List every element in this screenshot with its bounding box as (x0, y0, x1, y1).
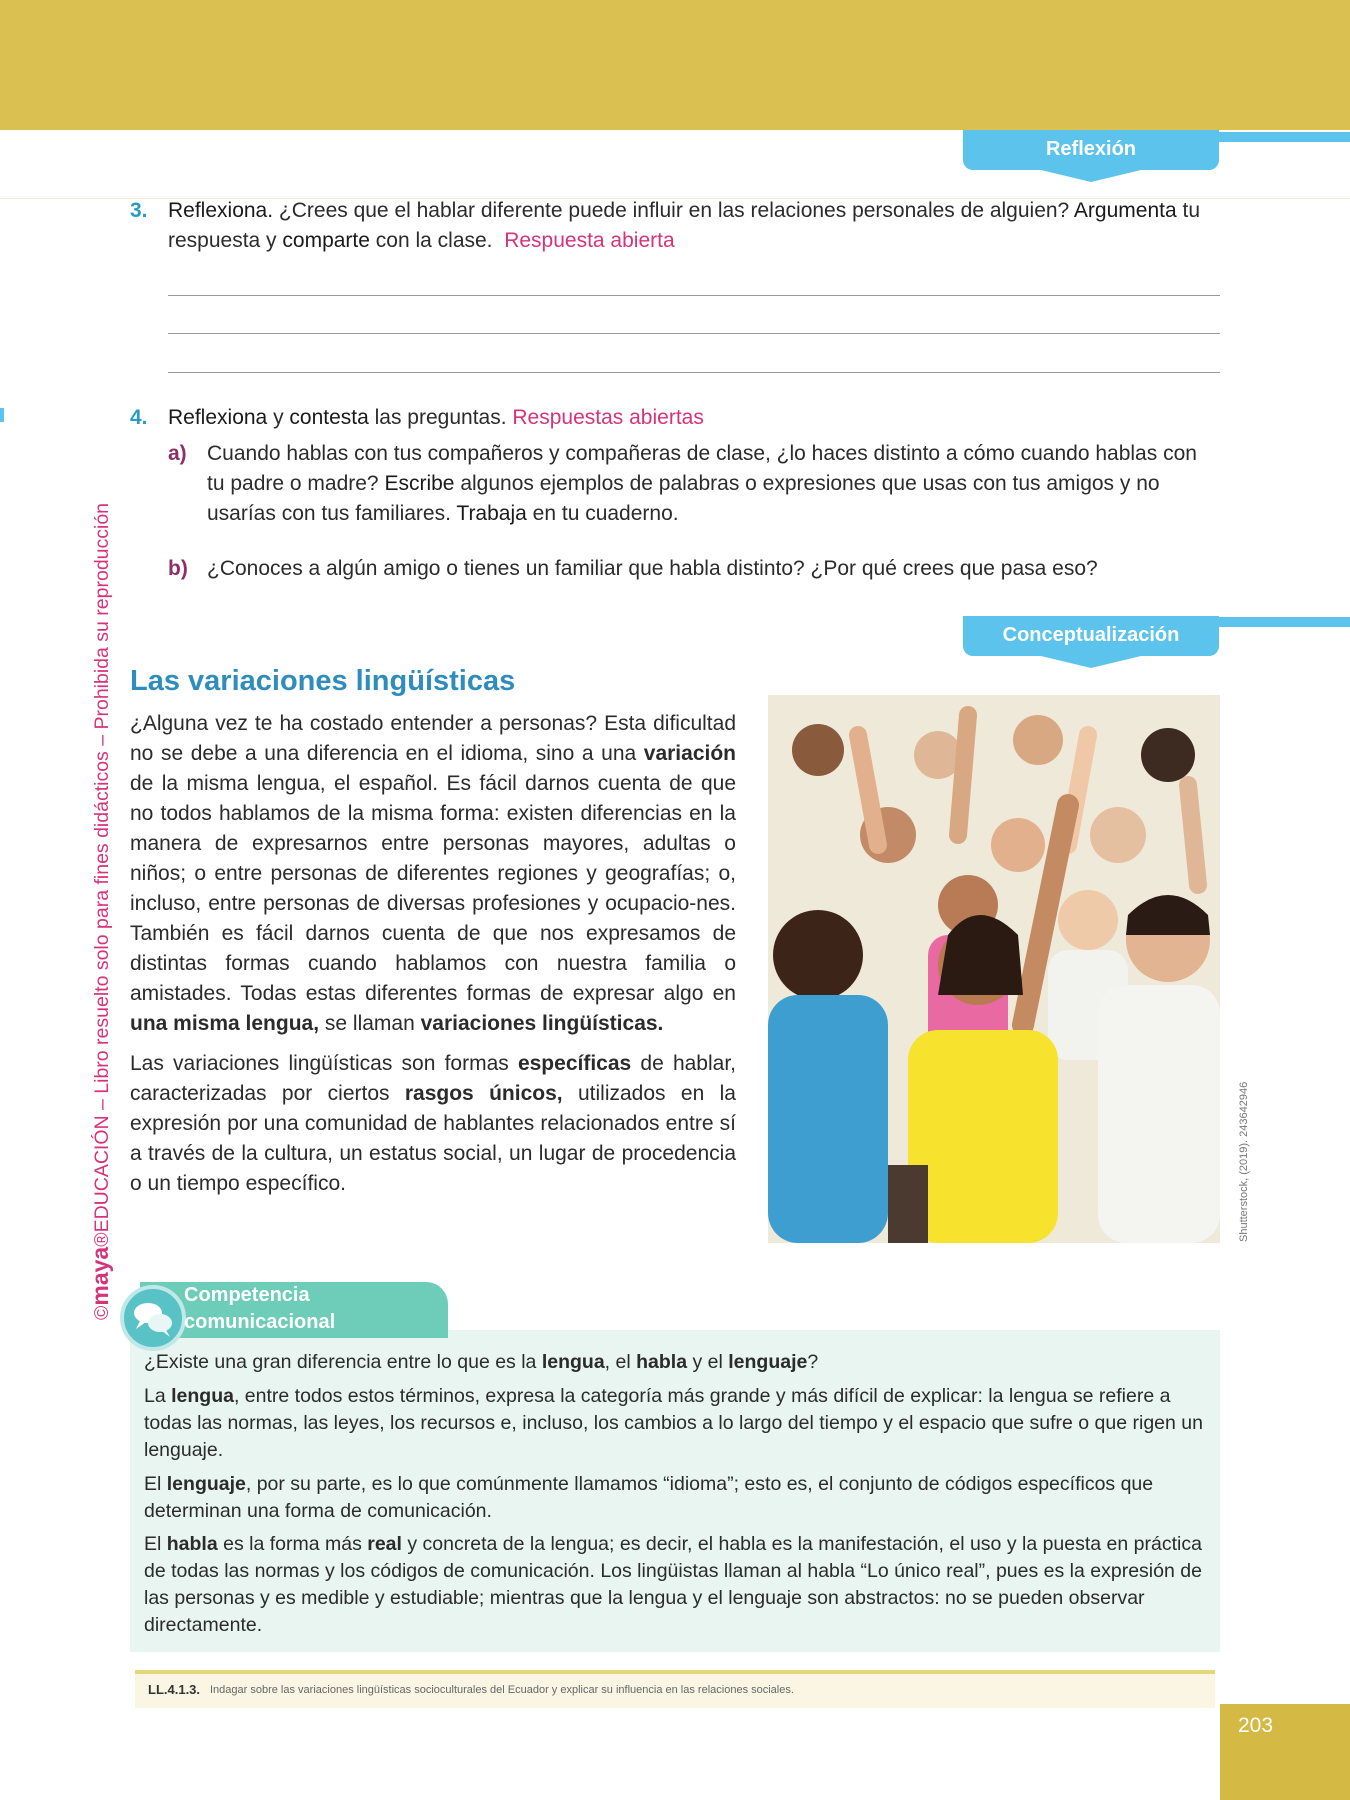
cq-b2: habla (636, 1351, 688, 1373)
p1-b2: una misma lengua, (130, 1012, 320, 1035)
q3-t4: tu respuesta y (168, 199, 1201, 252)
p2-b2: rasgos únicos, (404, 1082, 563, 1105)
p2-t1: Las variaciones lingüísticas son formas (130, 1052, 518, 1075)
cp1-b1: lengua (171, 1385, 234, 1407)
photo-credit: Shutterstock, (2019). 243642946 (1238, 1081, 1250, 1242)
p1-b3: variaciones lingüísticas. (420, 1012, 664, 1035)
cq-b1: lengua (541, 1351, 605, 1373)
cq-t4: ? (807, 1351, 819, 1373)
page-number-box (1220, 1704, 1350, 1800)
answer-label: Respuesta abierta (504, 229, 675, 252)
answer-line[interactable] (168, 372, 1220, 373)
p1-t3: se llaman (319, 1012, 421, 1035)
answer-line[interactable] (168, 333, 1220, 334)
cp2-b1: lenguaje (166, 1473, 246, 1495)
brand-name: maya (87, 1246, 113, 1306)
p2-b1: específicas (517, 1052, 632, 1075)
comp-title-line1: Competencia (184, 1284, 310, 1306)
q4-t3: contesta (289, 406, 369, 429)
competencia-question (144, 1349, 1204, 1376)
speech-bubbles-svg (124, 1289, 182, 1347)
section-title: Las variaciones lingüísticas (130, 665, 516, 697)
students-raising-hands-photo (768, 695, 1220, 1243)
answer-label: Respuestas abiertas (512, 406, 704, 429)
conceptualizacion-tab-strip (1219, 617, 1350, 627)
skill-description: Indagar sobre las variaciones lingüísticas socioculturales del Ecuador y explicar su influencia en las relaciones sociales. (210, 1684, 794, 1696)
q4-t4: las preguntas. (368, 406, 513, 429)
p2-t2: de hablar, caracterizadas por ciertos (130, 1052, 736, 1105)
cp1-t2: , entre todos estos términos, expresa la categoría más grande y más difícil de explicar: la lengua se refiere a todas las normas, las leyes, los recursos e, incluso, los cambios a lo largo del tiempo y el espacio que sufre o que rigen un lenguaje. (144, 1385, 1203, 1461)
speech-bubbles-icon (120, 1285, 186, 1351)
p1-b1: variación (643, 742, 736, 765)
competencia-paragraph-lenguaje (144, 1471, 1204, 1525)
q4a-t3: algunos ejemplos de palabras o expresiones que usas con tus amigos y no usarías con tus familiares. (207, 472, 1160, 525)
question-4a (168, 439, 1220, 529)
cp3-b1: habla (166, 1533, 218, 1555)
registered-symbol: ® (91, 1232, 113, 1247)
question-text (168, 403, 1220, 433)
top-color-band (0, 0, 1350, 130)
skill-code: LL.4.1.3. (148, 1682, 201, 1697)
page-number: 203 (1238, 1714, 1274, 1737)
q3-t6: con la clase. (369, 229, 493, 252)
p1-t1: ¿Alguna vez te ha costado entender a personas? Esta dificultad no se debe a una diferencia en el idioma, sino a una (130, 712, 736, 765)
section-paragraph-2 (130, 1049, 736, 1199)
cq-b3: lenguaje (728, 1351, 808, 1373)
copyright-side-text (83, 480, 117, 1320)
q4-t2: y (267, 406, 290, 429)
q4a-t1: Cuando hablas con tus compañeros y compañeras de clase, ¿lo haces distinto a cómo cuando hablas con tu padre o madre? (207, 442, 1197, 495)
reflexion-tab-strip (1219, 132, 1350, 142)
section-paragraph-1 (130, 709, 736, 1039)
q3-t2: ¿Crees que el hablar diferente puede influir en las relaciones personales de alguien? (273, 199, 1074, 222)
cq-t3: y el (687, 1351, 729, 1373)
cp3-b2: real (367, 1533, 402, 1555)
question-number: 3. (130, 199, 148, 222)
q3-t3: Argumenta (1073, 199, 1177, 222)
comp-title-line2: comunicacional (184, 1311, 336, 1333)
answer-line[interactable] (168, 295, 1220, 296)
copyright-notice: EDUCACIÓN – Libro resuelto solo para fines didácticos – Prohibida su reproducción (91, 502, 113, 1233)
p1-t2: de la misma lengua, el español. Es fácil darnos cuenta de que no todos hablamos de la misma forma: existen diferencias en la manera de expresarnos entre personas mayores, adultas o niños; o entre personas de diferentes regiones y geografías; o, incluso, entre personas de diversas profesiones y ocupacio-nes. También es fácil darnos cuenta de que nos expresamos de distintas formas cuando hablamos con nuestra familia o amistades. Todas estas diferentes formas de expresar algo en (130, 772, 736, 1005)
question-text (168, 196, 1220, 256)
cp2-t2: , por su parte, es lo que comúnmente llamamos “idioma”; esto es, el conjunto de códigos específicos que determinan una forma de comunicación. (144, 1473, 1154, 1522)
p2-t3: utilizados en la expresión por una comunidad de hablantes relacionados entre sí a través de la cultura, un estatus social, un lugar de procedencia o un tiempo específico. (130, 1082, 736, 1195)
cq-t1: ¿Existe una gran diferencia entre lo que es la (144, 1351, 542, 1373)
copyright-symbol: © (91, 1305, 113, 1320)
sub-text: ¿Conoces a algún amigo o tienes un familiar que habla distinto? ¿Por qué crees que pasa eso? (207, 557, 1098, 580)
q4a-t2: Escribe (384, 472, 455, 495)
q4a-t5: en tu cuaderno. (526, 502, 679, 525)
cp3-t1: El (144, 1533, 167, 1555)
cp3-t2: es la forma más (217, 1533, 368, 1555)
q4a-t4: Trabaja (456, 502, 527, 525)
question-number: 4. (130, 406, 148, 429)
question-3 (130, 196, 1220, 256)
competencia-paragraph-lengua (144, 1383, 1204, 1464)
photo-illustration (768, 695, 1220, 1243)
competencia-paragraph-habla (144, 1531, 1204, 1639)
cq-t2: , el (604, 1351, 637, 1373)
cp1-t1: La (144, 1385, 172, 1407)
question-4b (168, 554, 1220, 584)
question-4 (130, 403, 1220, 433)
competencia-title (184, 1282, 335, 1336)
cp2-t1: El (144, 1473, 167, 1495)
cp3-t3: y concreta de la lengua; es decir, el habla es la manifestación, el uso y la puesta en práctica de todas las normas y los códigos de comunicación. Los lingüistas llaman al habla “Lo único real”, pues es la expresión de las personas y es medible y estudiable; mientras que la lengua y el lenguaje son abstractos: no se pueden observar directamente. (144, 1533, 1202, 1636)
margin-marker (0, 408, 4, 422)
q3-t1: Reflexiona. (168, 199, 274, 222)
sub-label: b) (168, 557, 188, 580)
reflexion-tab: Reflexión (963, 130, 1219, 170)
conceptualizacion-tab: Conceptualización (963, 616, 1219, 656)
sub-text (207, 439, 1220, 529)
q3-t5: comparte (282, 229, 370, 252)
q4-t1: Reflexiona (168, 406, 268, 429)
sub-label: a) (168, 442, 187, 465)
